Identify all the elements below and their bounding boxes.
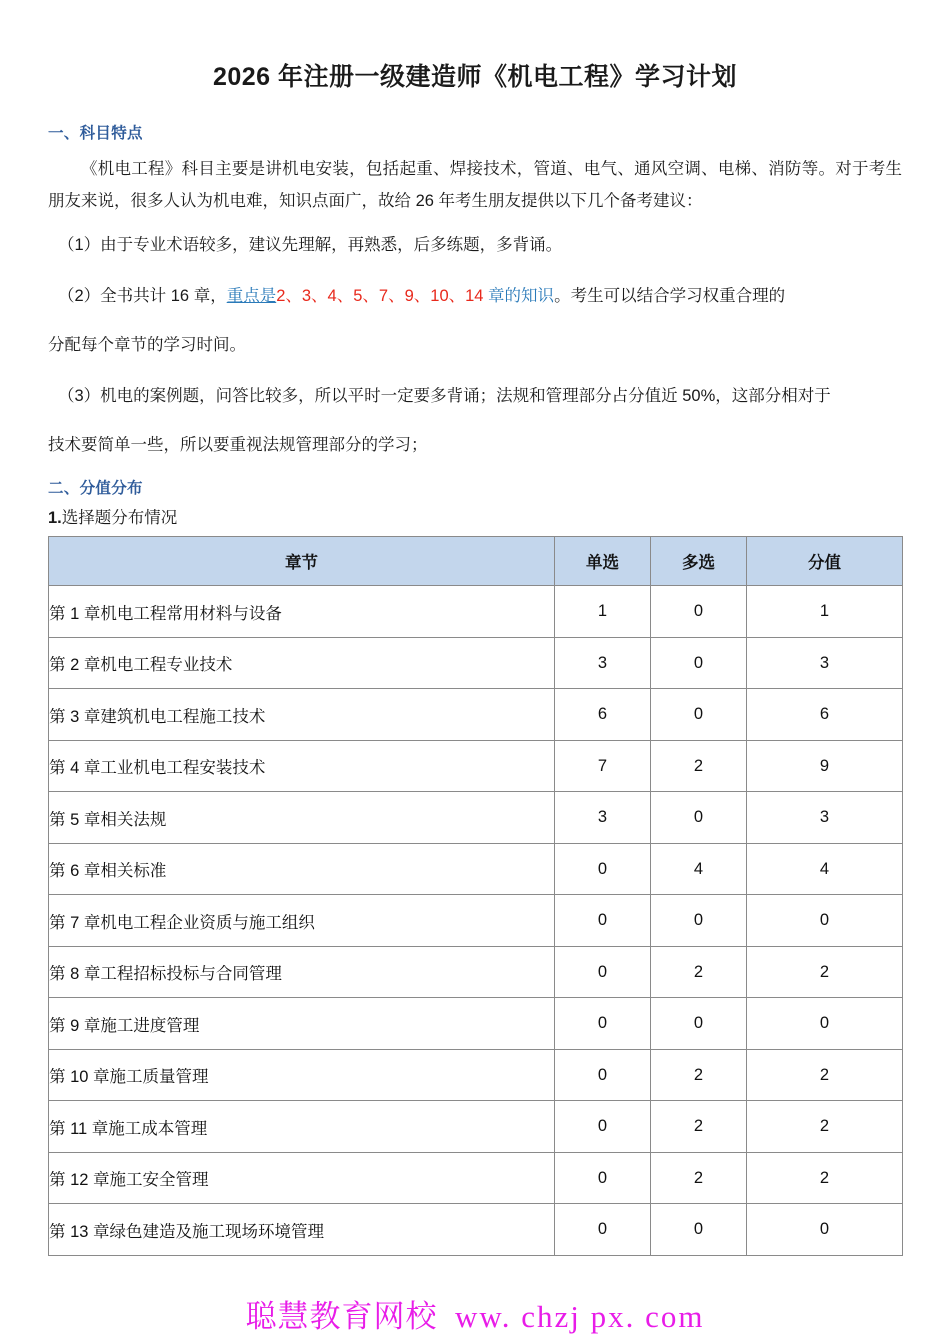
table-row xyxy=(49,843,903,895)
cell-multi-choice: 2 xyxy=(651,1049,747,1101)
section-heading-score-distribution: 二、分值分布 xyxy=(48,480,143,498)
cell-chapter: 第 11 章施工成本管理 xyxy=(49,1101,555,1153)
cell-chapter: 第 4 章工业机电工程安装技术 xyxy=(49,740,555,792)
page-title: 2026 年注册一级建造师《机电工程》学习计划 xyxy=(212,63,738,91)
column-header-score: 分值 xyxy=(747,537,903,586)
cell-multi-choice: 2 xyxy=(651,740,747,792)
cell-score: 2 xyxy=(747,1101,903,1153)
cell-chapter: 第 12 章施工安全管理 xyxy=(49,1152,555,1204)
cell-score: 2 xyxy=(747,946,903,998)
table-row xyxy=(49,1152,903,1204)
cell-chapter: 第 3 章建筑机电工程施工技术 xyxy=(49,689,555,741)
section-heading-subject-features: 一、科目特点 xyxy=(48,125,143,142)
advice-item-2 xyxy=(48,262,902,313)
table-row xyxy=(49,740,903,792)
table-row xyxy=(49,1049,903,1101)
table-row xyxy=(49,637,903,689)
cell-single-choice: 1 xyxy=(555,586,651,638)
cell-score: 4 xyxy=(747,843,903,895)
table-row xyxy=(49,998,903,1050)
cell-chapter: 第 5 章相关法规 xyxy=(49,792,555,844)
cell-multi-choice: 0 xyxy=(651,998,747,1050)
cell-chapter: 第 2 章机电工程专业技术 xyxy=(49,637,555,689)
cell-single-choice: 0 xyxy=(555,1152,651,1204)
cell-multi-choice: 2 xyxy=(651,1152,747,1204)
subsection-heading-choice-questions xyxy=(48,498,902,528)
cell-score: 1 xyxy=(747,586,903,638)
cell-score: 3 xyxy=(747,792,903,844)
table-header-row xyxy=(49,537,903,586)
advice-item-2-continuation: 分配每个章节的学习时间。 xyxy=(48,336,246,355)
advice-item-2-tail: 。考生可以结合学习权重合理的 xyxy=(554,287,786,306)
table-row xyxy=(49,689,903,741)
cell-single-choice: 0 xyxy=(555,843,651,895)
advice-item-1: （1）由于专业术语较多，建议先理解，再熟悉，后多练题，多背诵。 xyxy=(58,236,563,255)
cell-single-choice: 3 xyxy=(555,637,651,689)
cell-score: 9 xyxy=(747,740,903,792)
cell-score: 0 xyxy=(747,998,903,1050)
score-distribution-table xyxy=(48,536,903,1256)
cell-multi-choice: 0 xyxy=(651,637,747,689)
cell-chapter: 第 6 章相关标准 xyxy=(49,843,555,895)
cell-score: 2 xyxy=(747,1049,903,1101)
cell-single-choice: 7 xyxy=(555,740,651,792)
cell-single-choice: 0 xyxy=(555,1049,651,1101)
subsection-number: 1. xyxy=(48,509,62,528)
cell-multi-choice: 2 xyxy=(651,1101,747,1153)
column-header-multi-choice: 多选 xyxy=(651,537,747,586)
cell-chapter: 第 13 章绿色建造及施工现场环境管理 xyxy=(49,1204,555,1256)
cell-chapter: 第 1 章机电工程常用材料与设备 xyxy=(49,586,555,638)
advice-item-2-emphasis: 重点是 xyxy=(226,287,277,306)
advice-item-3: （3）机电的案例题，问答比较多，所以平时一定要多背诵；法规和管理部分占分值近 50%，这部分相对于 xyxy=(58,387,831,406)
cell-single-choice: 0 xyxy=(555,998,651,1050)
cell-single-choice: 6 xyxy=(555,689,651,741)
table-row xyxy=(49,946,903,998)
intro-paragraph: 《机电工程》科目主要是讲机电安装，包括起重、焊接技术，管道、电气、通风空调、电梯、消防等。对于考生朋友来说，很多人认为机电难，知识点面广，故给 26 年考生朋友提供以下几个备考建议： xyxy=(48,160,902,211)
cell-multi-choice: 0 xyxy=(651,792,747,844)
watermark xyxy=(0,1291,950,1336)
table-row xyxy=(49,1101,903,1153)
subsection-label: 选择题分布情况 xyxy=(61,509,178,528)
advice-item-2-key-chapters: 2、3、4、5、7、9、10、14 xyxy=(276,287,484,306)
cell-single-choice: 0 xyxy=(555,1101,651,1153)
cell-chapter: 第 10 章施工质量管理 xyxy=(49,1049,555,1101)
cell-chapter: 第 8 章工程招标投标与合同管理 xyxy=(49,946,555,998)
column-header-chapter: 章节 xyxy=(49,537,555,586)
table-row xyxy=(49,895,903,947)
cell-multi-choice: 0 xyxy=(651,895,747,947)
table-row xyxy=(49,1204,903,1256)
cell-chapter: 第 9 章施工进度管理 xyxy=(49,998,555,1050)
advice-item-2-lead: （2）全书共计 16 章， xyxy=(58,287,227,306)
cell-chapter: 第 7 章机电工程企业资质与施工组织 xyxy=(49,895,555,947)
cell-single-choice: 0 xyxy=(555,1204,651,1256)
cell-single-choice: 0 xyxy=(555,946,651,998)
cell-single-choice: 3 xyxy=(555,792,651,844)
table-row xyxy=(49,586,903,638)
advice-item-2-emphasis-2: 章的知识 xyxy=(483,287,555,306)
column-header-single-choice: 单选 xyxy=(555,537,651,586)
table-body xyxy=(49,586,903,1256)
advice-item-3-continuation: 技术要简单一些，所以要重视法规管理部分的学习； xyxy=(48,436,428,455)
cell-multi-choice: 4 xyxy=(651,843,747,895)
table-header xyxy=(49,537,903,586)
cell-score: 0 xyxy=(747,1204,903,1256)
cell-score: 6 xyxy=(747,689,903,741)
watermark-url: ww. chzj px. com xyxy=(454,1299,705,1334)
cell-score: 2 xyxy=(747,1152,903,1204)
cell-single-choice: 0 xyxy=(555,895,651,947)
cell-score: 0 xyxy=(747,895,903,947)
table-row xyxy=(49,792,903,844)
watermark-brand: 聪慧教育网校 xyxy=(245,1299,438,1334)
cell-multi-choice: 2 xyxy=(651,946,747,998)
cell-multi-choice: 0 xyxy=(651,1204,747,1256)
cell-score: 3 xyxy=(747,637,903,689)
cell-multi-choice: 0 xyxy=(651,586,747,638)
cell-multi-choice: 0 xyxy=(651,689,747,741)
